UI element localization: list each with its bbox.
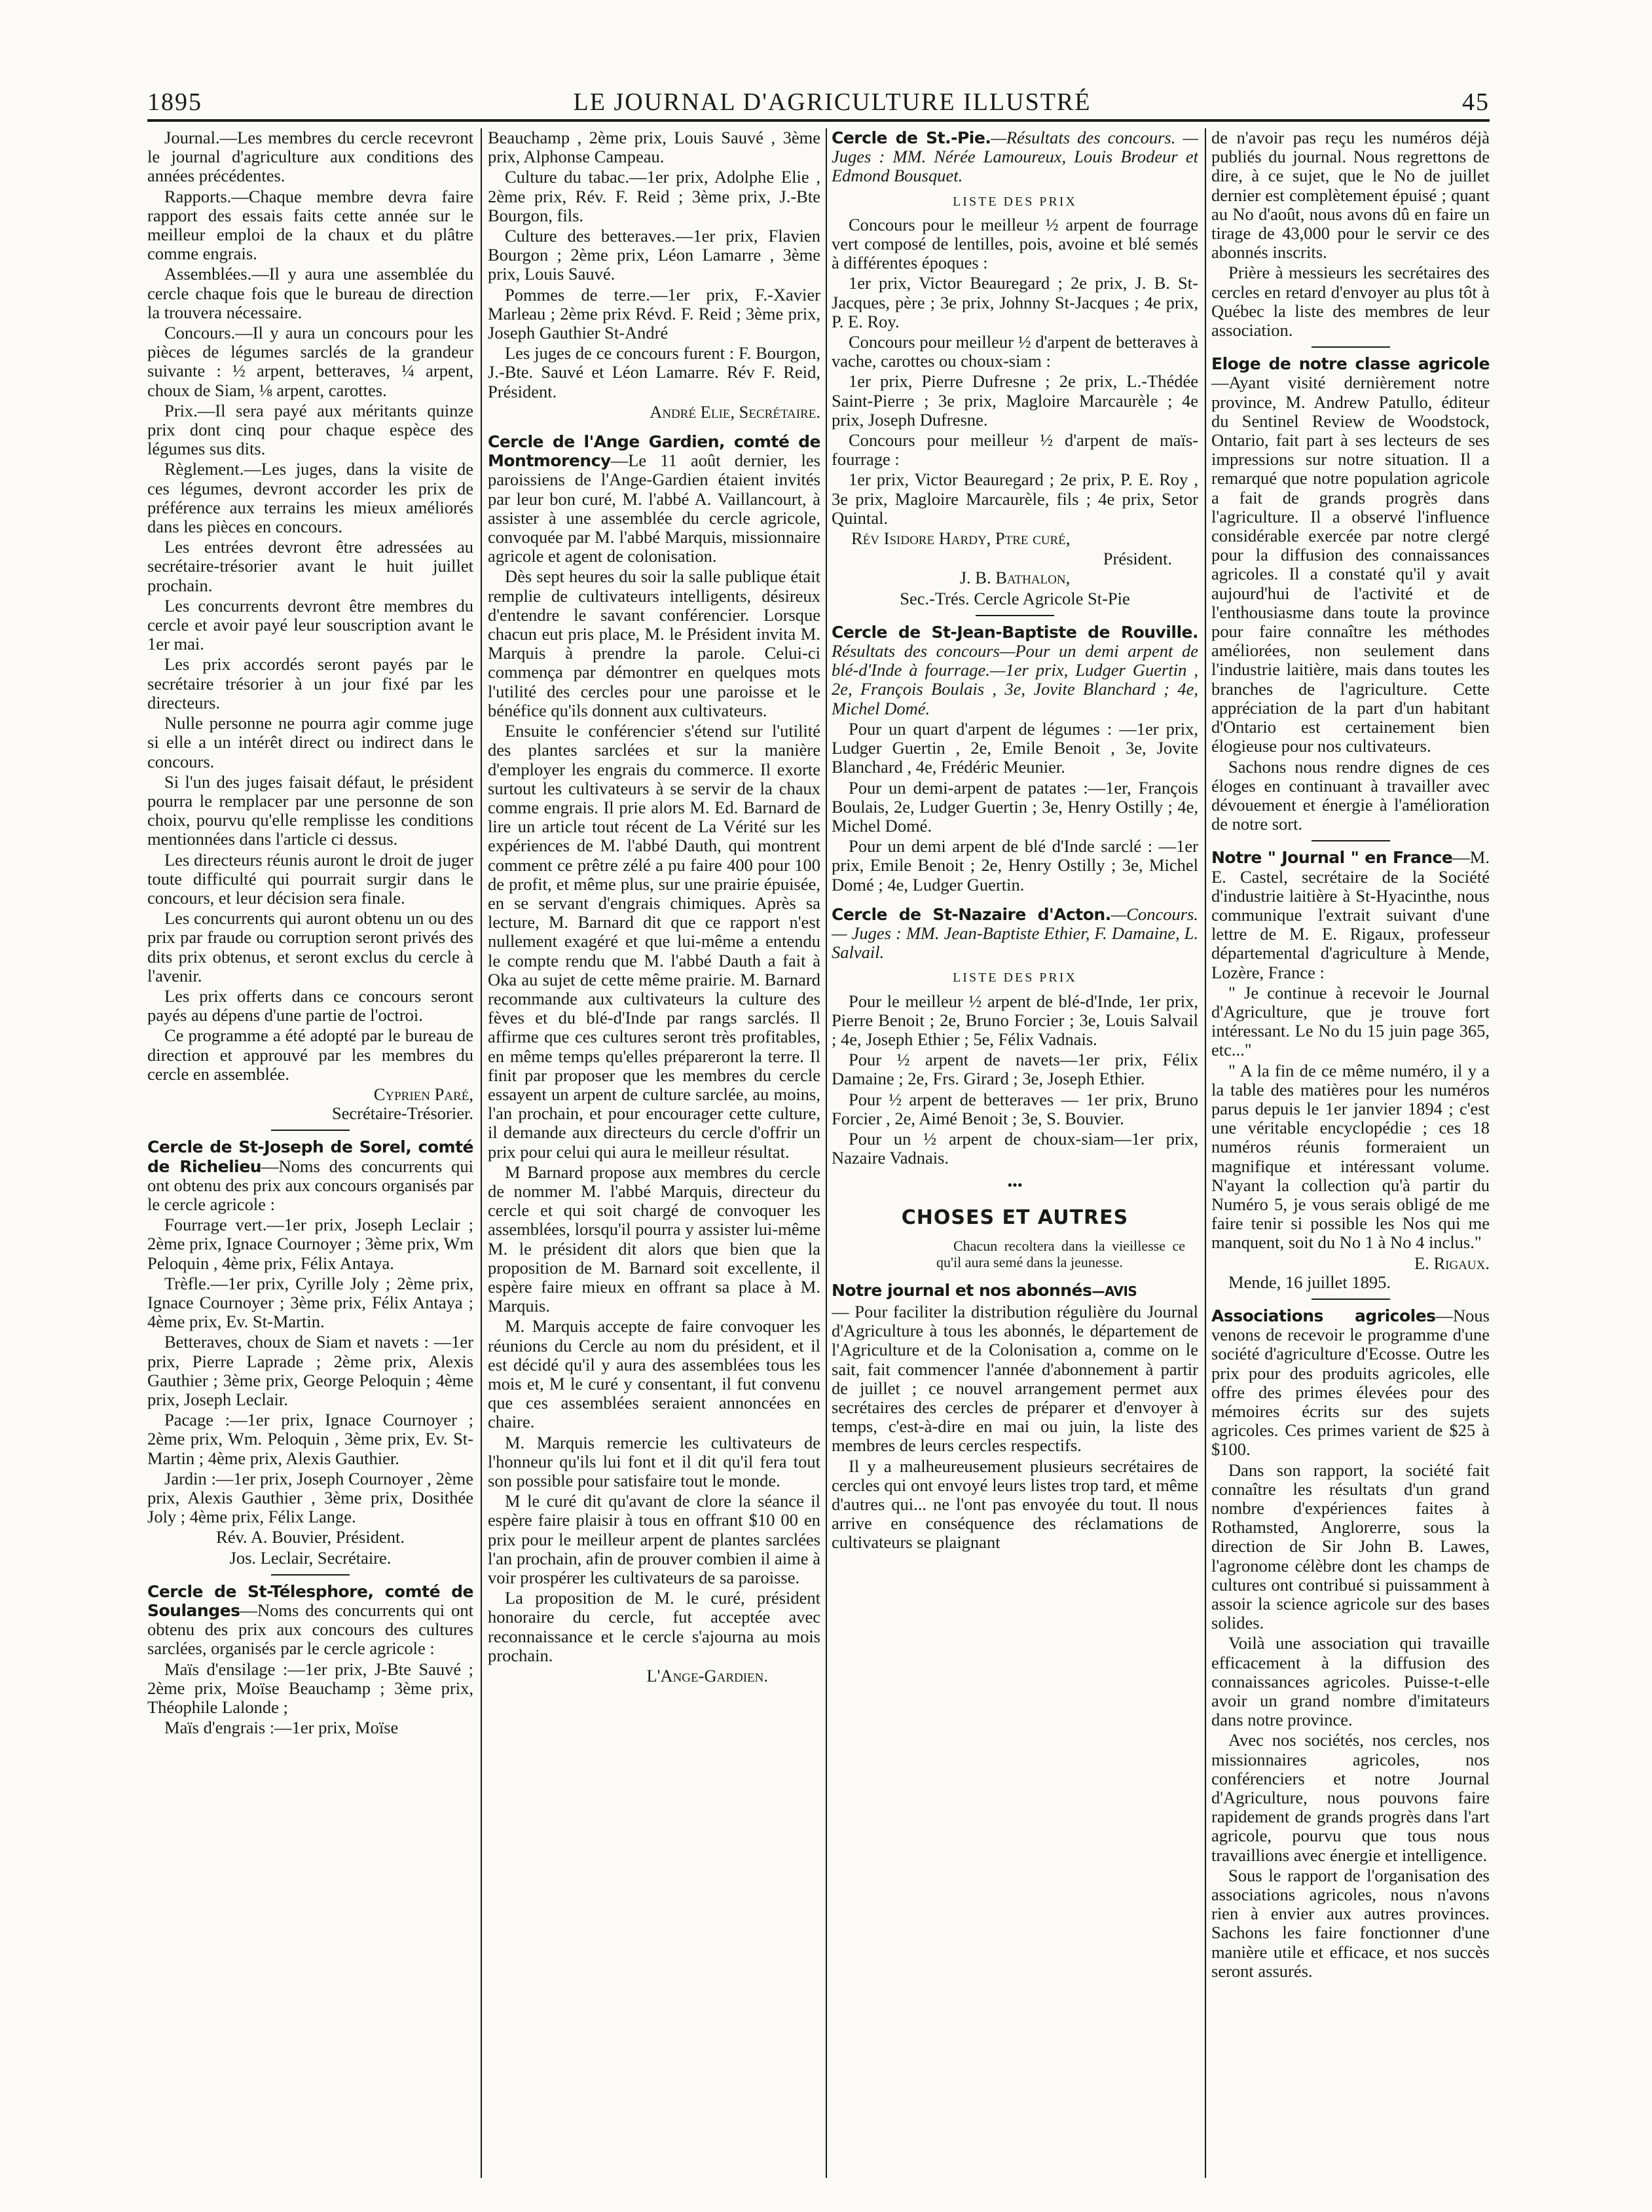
signature: Rév Isidore Hardy, Ptre curé,: [851, 528, 1071, 549]
paragraph: Pour ½ arpent de navets—1er prix, Félix Damaine ; 2e, Frs. Girard ; 3e, Joseph Ethier.: [832, 1050, 1198, 1089]
paragraph: Beauchamp , 2ème prix, Louis Sauvé , 3ème prix, Alphonse Campeau.: [488, 128, 820, 167]
paragraph: M. Marquis remercie les cultivateurs de l'honneur qu'ils lui font et il dit qu'il fera tout son possible pour satisfaire tout le monde.: [488, 1432, 820, 1491]
section-eloge: [1211, 354, 1490, 756]
separator: [1312, 840, 1390, 841]
section-title: CHOSES ET AUTRES: [901, 1206, 1129, 1229]
section-intro: —Le 11 août dernier, les paroissiens de l'Ange-Gardien étaient invités par leur bon curé, M. l'abbé A. Vaillancourt, à assister à une assemblée du cercle agricole, convoquée par M. l'abbé Marquis, missionnaire agricole et agent de colonisation.: [488, 451, 820, 566]
paragraph: Pour un ½ arpent de choux-siam—1er prix, Nazaire Vadnais.: [832, 1128, 1198, 1168]
paragraph: Les prix accordés seront payés par le secrétaire trésorier à un jour fixé par les directeurs.: [147, 654, 473, 712]
signature: J. B. Bathalon,: [959, 568, 1071, 588]
epigraph: Chacun recoltera dans la vieillesse ce qu'il aura semé dans la jeunesse.: [936, 1237, 1185, 1270]
paragraph: Les prix offerts dans ce concours seront payés au dépens d'une partie de l'octroi.: [147, 986, 473, 1025]
section-intro: —M. E. Castel, secrétaire de la Société d'industrie laitière à St-Hyacinthe, nous communique l'extrait suivant d'une lettre de M. E. Rigaux, professeur départemental d'agriculture à Mende, Lozère, France :: [1211, 847, 1490, 982]
paragraph: Betteraves, choux de Siam et navets : —1er prix, Pierre Laprade ; 2ème prix, Alexis Gauthier ; 3ème prix, George Peloquin ; 4ème prix, Joseph Leclair.: [147, 1332, 473, 1409]
dateline: Mende, 16 juillet 1895.: [1228, 1272, 1391, 1292]
section-intro: —Concours. — Juges : MM. Jean-Baptiste Ethier, F. Damaine, L. Salvail.: [832, 904, 1198, 963]
paragraph: Sachons nous rendre dignes de ces éloges en continuant à travailler avec dévouement et énergie à l'amélioration de notre sort.: [1211, 756, 1490, 834]
paragraph: Sous le rapport de l'organisation des associations agricoles, nous n'avons rien à envier aux autres provinces. Sachons les faire fonctionner d'une manière utile et efficace, et nos succès seront assurés.: [1211, 1865, 1490, 1981]
paragraph: Les concurrents qui auront obtenu un ou des prix par fraude ou corruption seront privés des dits prix obtenus, et seront exclus du cercle à l'avenir.: [147, 908, 473, 986]
separator: [271, 1574, 350, 1576]
page-header: [147, 77, 1490, 117]
paragraph: Pacage :—1er prix, Ignace Cournoyer ; 2ème prix, Wm. Peloquin , 3ème prix, Ev. St-Martin ; 4ème prix, Alexis Gauthier.: [147, 1410, 473, 1468]
paragraph: Si l'un des juges faisait défaut, le président pourra le remplacer par une personne de son choix, pourvu qu'elle remplisse les conditions mentionnées dans l'article ci dessus.: [147, 771, 473, 849]
section-heading: Cercle de St-Jean-Baptiste de Rouville.: [832, 622, 1198, 642]
page-year: 1895: [147, 88, 202, 116]
section-heading: Cercle de l'Ange Gardien, comté de Montmorency: [488, 432, 820, 471]
paragraph: Prix.—Il sera payé aux méritants quinze prix dont cinq pour chaque espèce des légumes sus dits.: [147, 400, 473, 459]
signature: Rév. A. Bouvier, Président.: [216, 1527, 405, 1547]
signature-title: Sec.-Trés. Cercle Agricole St-Pie: [900, 588, 1130, 608]
paragraph: Trèfle.—1er prix, Cyrille Joly ; 2ème prix, Ignace Cournoyer ; 3ème prix, Félix Antaya ; 4ème prix, Ev. St-Martin.: [147, 1273, 473, 1332]
section-st-pie: [832, 128, 1198, 186]
paragraph: Concours pour meilleur ½ d'arpent de betteraves à vache, carottes ou choux-siam :: [832, 332, 1198, 371]
section-heading: Cercle de St-Nazaire d'Acton.: [832, 904, 1111, 924]
section-intro: —Résultats des concours. — Juges : MM. Nérée Lamoureux, Louis Brodeur et Edmond Bousquet.: [832, 128, 1198, 186]
section-heading: Associations agricoles: [1211, 1306, 1436, 1325]
section-ange-gardien: [488, 432, 820, 566]
section-heading: Notre journal et nos abonnés: [832, 1280, 1092, 1300]
list-heading: LISTE DES PRIX: [953, 194, 1077, 209]
paragraph: Jardin :—1er prix, Joseph Cournoyer , 2ème prix, Alexis Gauthier , 3ème prix, Dosithée Joly ; 4ème prix, Félix Lange.: [147, 1468, 473, 1527]
paragraph: 1er prix, Pierre Dufresne ; 2e prix, L.-Thédée Saint-Pierre ; 3e prix, Magloire Marcaurèle ; 4e prix, Joseph Dufresne.: [832, 371, 1198, 430]
section-heading: Eloge de notre classe agricole: [1211, 354, 1490, 374]
section-soulanges: [147, 1582, 473, 1659]
paragraph: Règlement.—Les juges, dans la visite de ces légumes, devront accorder les prix de préférence aux terrains les mieux améliorés dans les pièces en concours.: [147, 459, 473, 537]
section-sorel: [147, 1137, 473, 1214]
signature-title: Secrétaire-Trésorier.: [331, 1103, 473, 1124]
section-acton: [832, 905, 1198, 963]
section-intro: —Noms des concurrents qui ont obtenu des prix aux concours organisés par le cercle agricole :: [147, 1156, 473, 1214]
paragraph: La proposition de M. le curé, président honoraire du cercle, fut acceptée avec reconnaissance et le cercle s'ajourna au mois prochain.: [488, 1588, 820, 1665]
paragraph: Concours pour meilleur ½ d'arpent de maïs-fourrage :: [832, 430, 1198, 470]
paragraph: Pour un quart d'arpent de légumes : —1er prix, Ludger Guertin , 2e, Emile Benoit , 3e, Jovite Blanchard , 4e, Frédéric Meunier.: [832, 718, 1198, 777]
paragraph: Les concurrents devront être membres du cercle et avoir payé leur souscription avant le 1er mai.: [147, 595, 473, 654]
paragraph: Culture du tabac.—1er prix, Adolphe Elie , 2ème prix, Rév. F. Reid ; 3ème prix, J.-Bte Bourgon, fils.: [488, 167, 820, 225]
column-rule: [826, 128, 827, 2178]
paragraph: Les entrées devront être adressées au secrétaire-trésorier avant le huit juillet prochain.: [147, 537, 473, 595]
paragraph: Pour le meilleur ½ arpent de blé-d'Inde, 1er prix, Pierre Benoit ; 2e, Bruno Forcier ; 3e, Louis Salvail ; 4e, Joseph Ethier ; 5e, Félix Vadnais.: [832, 991, 1198, 1049]
paragraph: Dans son rapport, la société fait connaître les résultats d'un grand nombre d'expériences faites à Rothamsted, Anglorerre, sous la direction de Sir John B. Lawes, l'agronome célèbre dont les champs de cultures ont contribué si puissamment à assoir la science agricole sur des bases solides.: [1211, 1460, 1490, 1633]
paragraph: Pour ½ arpent de betteraves — 1er prix, Bruno Forcier , 2e, Aimé Benoit ; 3e, S. Bouvier.: [832, 1089, 1198, 1128]
section-intro: Résultats des concours—Pour un demi arpent de blé-d'Inde à fourrage.—1er prix, Ludger Guertin , 2e, François Boulais , 3e, Jovite Blanchard ; 4e, Michel Domé.: [832, 641, 1198, 718]
paragraph: de n'avoir pas reçu les numéros déjà publiés du journal. Nous regrettons de dire, à ce sujet, que le No de juillet dernier est complètement épuisé ; quant au No d'août, nous avons dû en faire un tirage de 43,000 pour le servir ce des abonnés inscrits.: [1211, 128, 1490, 263]
section-france: [1211, 848, 1490, 982]
paragraph: Concours pour le meilleur ½ arpent de fourrage vert composé de lentilles, pois, avoine et blé semés à différentes époques :: [832, 214, 1198, 273]
column-rule: [1205, 128, 1206, 2178]
separator: [271, 1130, 350, 1131]
paragraph: Les juges de ce concours furent : F. Bourgon, J.-Bte. Sauvé et Léon Lamarre. Rév F. Reid, Président.: [488, 343, 820, 401]
paragraph: Journal.—Les membres du cercle recevront le journal d'agriculture aux conditions des années précédentes.: [147, 128, 473, 186]
section-associations: [1211, 1306, 1490, 1460]
column-4: [1211, 128, 1490, 2178]
separator: [1312, 1299, 1390, 1300]
signature: E. Rigaux.: [1414, 1253, 1490, 1273]
paragraph: Prière à messieurs les secrétaires des cercles en retard d'envoyer au plus tôt à Québec la liste des membres de leur association.: [1211, 263, 1490, 341]
ornament: •••: [1007, 1177, 1023, 1194]
signature: Jos. Leclair, Secrétaire.: [229, 1547, 392, 1568]
section-intro: —Ayant visité dernièrement notre province, M. Andrew Patullo, éditeur du Sentinel Review de Woodstock, Ontario, fait part à ses lecteurs de ses impressions sur notre situation. Il a remarqué que notre population agricole a fait de grands progrès dans l'agriculture. Il a observé l'influence considérable exercée par notre clergé pour la diffusion des connaissances agricoles. Il a constaté qu'il y avait aujourd'hui de l'activité et de l'enthousiasme dans toute la province pour faire connaître les méthodes améliorées, non seulement dans l'industrie laitière, mais dans toutes les branches de l'agriculture. Cette appréciation de la part d'un habitant d'Ontario est certainement bien élogieuse pour nos cultivateurs.: [1211, 373, 1490, 756]
quote: " Je continue à recevoir le Journal d'Agriculture, que je trouve fort intéressant. Le No du 15 juin page 365, etc...": [1211, 982, 1490, 1060]
column-rule: [481, 128, 482, 2178]
paragraph: 1er prix, Victor Beauregard ; 2e prix, P. E. Roy , 3e prix, Magloire Marcaurèle, fils ; 4e prix, Setor Quintal.: [832, 470, 1198, 528]
paragraph: Nulle personne ne pourra agir comme juge si elle a un intérêt direct ou indirect dans le concours.: [147, 713, 473, 771]
paragraph: Voilà une association qui travaille efficacement à la diffusion des connaissances agricoles. Puisse-t-elle avoir un grand nombre d'imitateurs dans notre province.: [1211, 1633, 1490, 1730]
paragraph: Maïs d'engrais :—1er prix, Moïse: [164, 1718, 399, 1738]
paragraph: M. Marquis accepte de faire convoquer les réunions du Cercle au nom du président, et il est décidé qu'il y aura des assemblées tous les mois et, M le curé y consentant, il fut convenu que ces assemblées seraient annoncées en chaire.: [488, 1316, 820, 1432]
section-heading: Cercle de St.-Pie.: [832, 128, 991, 147]
paragraph: Pommes de terre.—1er prix, F.-Xavier Marleau ; 2ème prix Révd. F. Reid ; 3ème prix, Joseph Gauthier St-André: [488, 284, 820, 343]
quote: " A la fin de ce même numéro, il y a la table des matières pour les numéros parus depuis le 1er janvier 1894 ; c'est une véritable encyclopédie ; ces 18 numéros réunis formeraient un magnifique et intéressant volume. N'ayant la collection qu'à partir du Numéro 5, je vous serais obligé de me faire tenir si possible les Nos qui me manquent, soit du No 1 à No 4 inclus.": [1211, 1060, 1490, 1253]
section-heading: Cercle de St-Joseph de Sorel, comté de Richelieu: [147, 1137, 473, 1176]
paragraph: Dès sept heures du soir la salle publique était remplie de cultivateurs intelligents, désireux d'entendre le savant conférencier. Lorsque chacun eut pris place, M. le Président invita M. Marquis à prendre la parole. Celui-ci commença par démontrer en quelques mots l'utilité des cercles pour une paroisse et le bénéfice qu'ils donnent aux cultivateurs.: [488, 566, 820, 720]
page-number: 45: [1461, 88, 1490, 116]
paragraph: M le curé dit qu'avant de clore la séance il espère faire plaisir à tous en offrant $10 00 en prix pour le meilleur arpent de plantes sarclées l'an prochain, afin de prouver combien il aime à voir prospérer les cultivateurs de sa paroisse.: [488, 1491, 820, 1588]
header-rule: [147, 119, 1490, 122]
avis-label: —AVIS: [1092, 1283, 1137, 1299]
paragraph: — Pour faciliter la distribution régulière du Journal d'Agriculture à tous les abonnés, le département de l'Agriculture et de la Colonisation a, comme on le sait, fait commencer l'année d'abonnement à partir de juillet ; ce nouvel arrangement permet aux secrétaires des cercles de préparer et d'envoyer à temps, c'est-à-dire en mai ou juin, la liste des membres de leurs cercles respectifs.: [832, 1301, 1198, 1456]
paragraph: 1er prix, Victor Beauregard ; 2e prix, J. B. St-Jacques, père ; 3e prix, Johnny St-Jacques ; 4e prix, P. E. Roy.: [832, 273, 1198, 331]
signature-title: Président.: [1103, 549, 1172, 569]
paragraph: Pour un demi arpent de blé d'Inde sarclé : —1er prix, Emile Benoit ; 2e, Henry Ostilly ; 3e, Michel Domé ; 4e, Ludger Guertin.: [832, 836, 1198, 894]
section-intro: —Nous venons de recevoir le programme d'une société d'agriculture d'Ecosse. Outre les prix pour des produits agricoles, elle offre des primes élevées pour des mémoires écrits sur des sujets agricoles. Ces primes varient de $25 à $100.: [1211, 1305, 1490, 1460]
signature: Cyprien Paré,: [373, 1084, 473, 1104]
section-rouville: [832, 623, 1198, 718]
paragraph: Il y a malheureusement plusieurs secrétaires de cercles qui ont envoyé leurs listes trop tard, et même d'autres qui... ne l'ont pas envoyée du tout. Il nous arrive en conséquence des réclamations de cultivateurs se plaignant: [832, 1456, 1198, 1553]
paragraph: Les directeurs réunis auront le droit de juger toute difficulté qui pourrait surgir dans le concours, et leur décision sera finale.: [147, 849, 473, 908]
list-heading: LISTE DES PRIX: [953, 970, 1077, 986]
column-3: [832, 128, 1198, 2178]
separator: [1312, 346, 1390, 348]
section-intro: —Noms des concurrents qui ont obtenu des prix aux concours des cultures sarclées, organisés par le cercle agricole :: [147, 1600, 473, 1659]
paragraph: Assemblées.—Il y aura une assemblée du cercle chaque fois que le bureau de direction la trouvera nécessaire.: [147, 264, 473, 322]
section-heading: Cercle de St-Télesphore, comté de Soulanges: [147, 1581, 473, 1621]
paragraph: Avec nos sociétés, nos cercles, nos missionnaires agricoles, nos conférenciers et notre Journal d'Agriculture, nous pouvons faire rapidement de grands progrès dans l'art agricole, pourvu que tous nous travaillions avec énergie et intelligence.: [1211, 1730, 1490, 1865]
paragraph: Fourrage vert.—1er prix, Joseph Leclair ; 2ème prix, Ignace Cournoyer ; 3ème prix, Wm Peloquin , 4ème prix, Félix Antaya.: [147, 1215, 473, 1273]
paragraph: Rapports.—Chaque membre devra faire rapport des essais faits cette année sur le meilleur emploi de la chaux et du plâtre comme engrais.: [147, 186, 473, 264]
signature: L'Ange-Gardien.: [646, 1666, 768, 1686]
paragraph: Maïs d'ensilage :—1er prix, J-Bte Sauvé ; 2ème prix, Moïse Beauchamp ; 3ème prix, Théophile Lalonde ;: [147, 1659, 473, 1718]
paragraph: Ensuite le conférencier s'étend sur l'utilité des plantes sarclées et sur la manière d'employer les engrais du commerce. Il exorte surtout les cultivateurs à se servir de la chaux comme engrais. Il prie alors M. Ed. Barnard de lire un article tout récent de La Vérité sur les expériences de M. l'abbé Dauth, qui montrent comment ce prêtre zélé a pu faire 400 pour 100 de profit, et même plus, sur une prairie épuisée, en se servant d'engrais chimiques. Après sa lecture, M. Barnard dit que ce rapport n'est nullement exagéré et que lui-même a entendu le compte rendu que M. l'abbé Dauth a fait à Oka au sujet de cette même prairie. M. Barnard recommande aux cultivateurs la culture des fèves et du blé-d'Inde par rangs sarclés. Il affirme que ces cultures seront très profitables, en même temps qu'elles prépareront la terre. Il finit par proposer que les membres du cercle essayent un arpent de culture sarclée, au moins, l'an prochain, et pour encourager cette culture, il demande aux directeurs du cercle d'offrir un prix pour celui qui aura le meilleur résultat.: [488, 721, 820, 1162]
paragraph: Ce programme a été adopté par le bureau de direction et approuvé par les membres du cercle en assemblée.: [147, 1025, 473, 1084]
separator: [976, 615, 1054, 616]
column-2: [488, 128, 820, 2178]
paragraph: Concours.—Il y aura un concours pour les pièces de légumes sarclés de la grandeur suivante : ½ arpent, betteraves, ¼ arpent, choux de Siam, ⅛ arpent, carottes.: [147, 323, 473, 400]
section-heading: Notre " Journal " en France: [1211, 848, 1453, 868]
paragraph: Culture des betteraves.—1er prix, Flavien Bourgon ; 2ème prix, Léon Lamarre , 3ème prix, Louis Sauvé.: [488, 226, 820, 284]
section-abonnes: [832, 1281, 1198, 1301]
paragraph: M Barnard propose aux membres du cercle de nommer M. l'abbé Marquis, directeur du cercle et qui soit chargé de convoquer les assemblées, lorsqu'il pourra y assister lui-même M. le président dit alors que bien que la proposition de M. Barnard soit excellente, il espère faire mieux en offrant sa place à M. Marquis.: [488, 1162, 820, 1316]
column-1: [147, 128, 473, 2178]
journal-title: LE JOURNAL D'AGRICULTURE ILLUSTRÉ: [573, 88, 1092, 116]
signature: André Elie, Secrétaire.: [650, 401, 820, 422]
paragraph: Pour un demi-arpent de patates :—1er, François Boulais, 2e, Ludger Guertin ; 3e, Henry Ostilly ; 4e, Michel Domé.: [832, 777, 1198, 836]
